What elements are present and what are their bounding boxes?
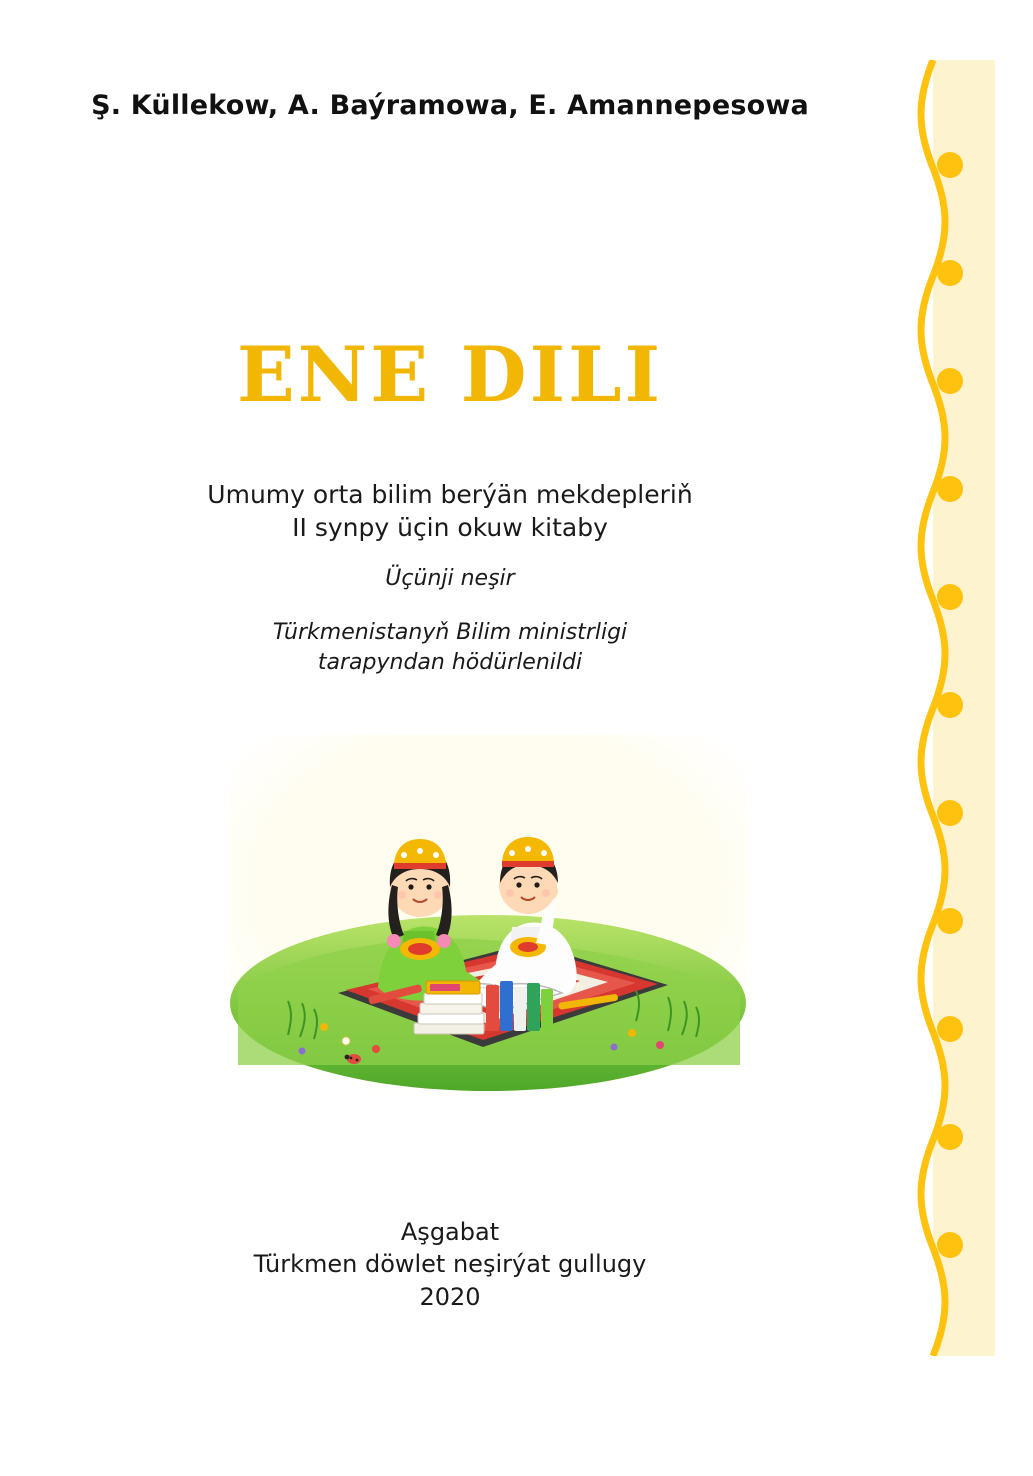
ornament-dot-icon (937, 908, 963, 934)
ornament-dot-icon (937, 476, 963, 502)
imprint-year: 2020 (419, 1282, 481, 1311)
ornament-dot-icon (937, 260, 963, 286)
imprint-city: Aşgabat (400, 1218, 500, 1246)
subtitle-line-1: Umumy orta bilim berýän mekdepleriň (207, 480, 693, 509)
ornament-dot-icon (937, 584, 963, 610)
ornament-dot-icon (937, 692, 963, 718)
children-reading-illustration-icon (228, 735, 748, 1095)
approval-line-1: Türkmenistanyň Bilim ministrligi (272, 620, 628, 645)
ornament-dot-icon (937, 368, 963, 394)
ornament-dot-icon (937, 152, 963, 178)
imprint-block (0, 1216, 900, 1313)
authors-line: Ş. Küllekow, A. Baýramowa, E. Amannepesowa (91, 90, 809, 121)
book-title: ENE DILI (236, 330, 664, 419)
imprint-publisher: Türkmen döwlet neşirýat gullugy (253, 1250, 647, 1279)
ministry-approval-note (0, 618, 900, 679)
ornament-dot-icon (937, 1124, 963, 1150)
edition-note: Üçünji neşir (385, 566, 515, 591)
approval-line-2: tarapyndan hödürlenildi (317, 650, 583, 676)
subtitle-line-2: II synpy üçin okuw kitaby (292, 513, 608, 543)
cover-illustration (228, 735, 748, 1095)
ornament-dot-icon (937, 1232, 963, 1258)
decorative-ornament-strip (915, 60, 995, 1356)
book-subtitle (0, 478, 900, 545)
ornament-dot-icon (937, 800, 963, 826)
ornament-dot-icon (937, 1016, 963, 1042)
